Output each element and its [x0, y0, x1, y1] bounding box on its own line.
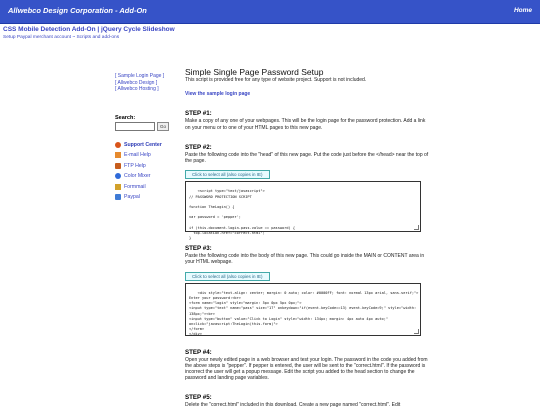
step-4-text: Open your newly edited page in a web browser and test your login. The password in the code you added from the above steps is "pepper". If pepper is entered, the user will be sent to the "correct.html". If the password is incorrect the user will get a popup message. Edit the script you added to the head section to change the password and landing page variables.	[185, 356, 428, 382]
home-link[interactable]: Home	[513, 7, 532, 14]
sidebar-item-ftp[interactable]	[115, 161, 175, 172]
top-bar	[0, 0, 540, 24]
sample-login-page-link[interactable]: View the sample login page	[185, 91, 251, 98]
support-icon	[115, 142, 121, 148]
step-2-text: Paste the following code into the "head" of this new page. Put the code just before the </head> near the top of the page.	[185, 151, 429, 165]
step-1-text: Make a copy of any one of your webpages. This will be the login page for the password protection. Add a link on your menu or to one of your HTML pages to this new page.	[185, 118, 426, 131]
email-icon	[115, 152, 121, 158]
sidebar-links	[115, 73, 175, 93]
step-3-title: STEP #3:	[185, 245, 212, 253]
code-textarea-step-2[interactable]	[185, 181, 421, 241]
search-input[interactable]	[115, 122, 155, 131]
main-content	[185, 67, 430, 409]
sidebar-item-label: Support Center	[124, 141, 162, 148]
allwebco-hosting-link[interactable]: [ Allwebco Hosting ]	[115, 86, 159, 92]
formmail-icon	[115, 184, 121, 190]
sidebar-item-color-mixer[interactable]	[115, 171, 175, 182]
step-5-title: STEP #5:	[185, 394, 212, 402]
sidebar-item-label: Formmail	[124, 183, 146, 190]
step-3-text: Paste the following code into the body of this new page. This could go inside the MAIN or CONTENT area in your HTML webpage.	[185, 253, 425, 266]
step-2-title: STEP #2:	[185, 143, 212, 151]
sidebar-item-email[interactable]	[115, 150, 175, 161]
resize-grip-icon[interactable]	[414, 225, 419, 230]
sidebar-item-paypal[interactable]	[115, 192, 175, 203]
resize-grip-icon[interactable]	[414, 329, 419, 334]
brand-title[interactable]: Allwebco Design Corporation - Add-On	[8, 6, 147, 15]
step-1-title: STEP #1:	[185, 110, 212, 118]
paypal-icon	[115, 194, 121, 200]
search-row	[115, 122, 175, 131]
sidebar	[115, 73, 175, 203]
code-text: <div style="text-align: center; margin: 0 auto; color: #0000FF; font: normal 13px arial, sans-serif;"> Enter your password:<br> <form name="login" style="margin: 5px 0px 5px 0px;"> <input type="text" name="pass" size="17" onkeydown="if(event.keyCode==13) event.keyCode=9;" style="width: 138px;"><br> <input type="button" value="Click to Login" style="width: 134px; margin: 4px auto 4px auto;" onclick="javascript:TheLogin(this.form)"> </form> </div>	[189, 290, 419, 337]
sidebar-menu	[115, 140, 175, 203]
intro-note: This script is provided free for any type of website project. Support is not included.	[185, 77, 367, 83]
step-4-title: STEP #4:	[185, 348, 212, 356]
sub-breadcrumb[interactable]: Setup Paypal merchant account ~ Scripts and add-ons	[3, 35, 120, 40]
go-button[interactable]: Go	[157, 122, 169, 131]
breadcrumb[interactable]: CSS Mobile Detection Add-On | jQuery Cycle Slideshow	[3, 26, 175, 33]
allwebco-design-link[interactable]: [ Allwebco Design ]	[115, 79, 158, 86]
sidebar-item-label: E-mail Help	[124, 152, 151, 159]
select-all-button-step-2[interactable]: Click to select all (also copies in IE)	[185, 170, 270, 179]
sample-login-link[interactable]: [ Sample Login Page ]	[115, 73, 165, 79]
page-title: Simple Single Page Password Setup	[185, 67, 324, 77]
code-textarea-step-3[interactable]	[185, 283, 421, 336]
step-5-text: Delete the "correct.html" included in this download. Create a new page named "correct.html". Edit	[185, 402, 401, 409]
search-label: Search:	[115, 114, 136, 121]
ftp-icon	[115, 163, 121, 169]
sidebar-item-formmail[interactable]	[115, 182, 175, 193]
select-all-button-step-3[interactable]: Click to select all (also copies in IE)	[185, 272, 270, 281]
sidebar-item-label: FTP Help	[124, 162, 146, 169]
sidebar-item-support[interactable]	[115, 140, 175, 151]
sidebar-item-label: Paypal	[124, 194, 140, 201]
sidebar-item-label: Color Mixer	[124, 173, 151, 180]
code-text: <script type="text/javascript"> // PASSWORD PROTECTION SCRIPT function TheLogin() { var password = 'pepper'; if (this.document.login.pass.value == password) { top.location.href="correct.html"; }	[189, 189, 296, 241]
color-mixer-icon	[115, 173, 121, 179]
